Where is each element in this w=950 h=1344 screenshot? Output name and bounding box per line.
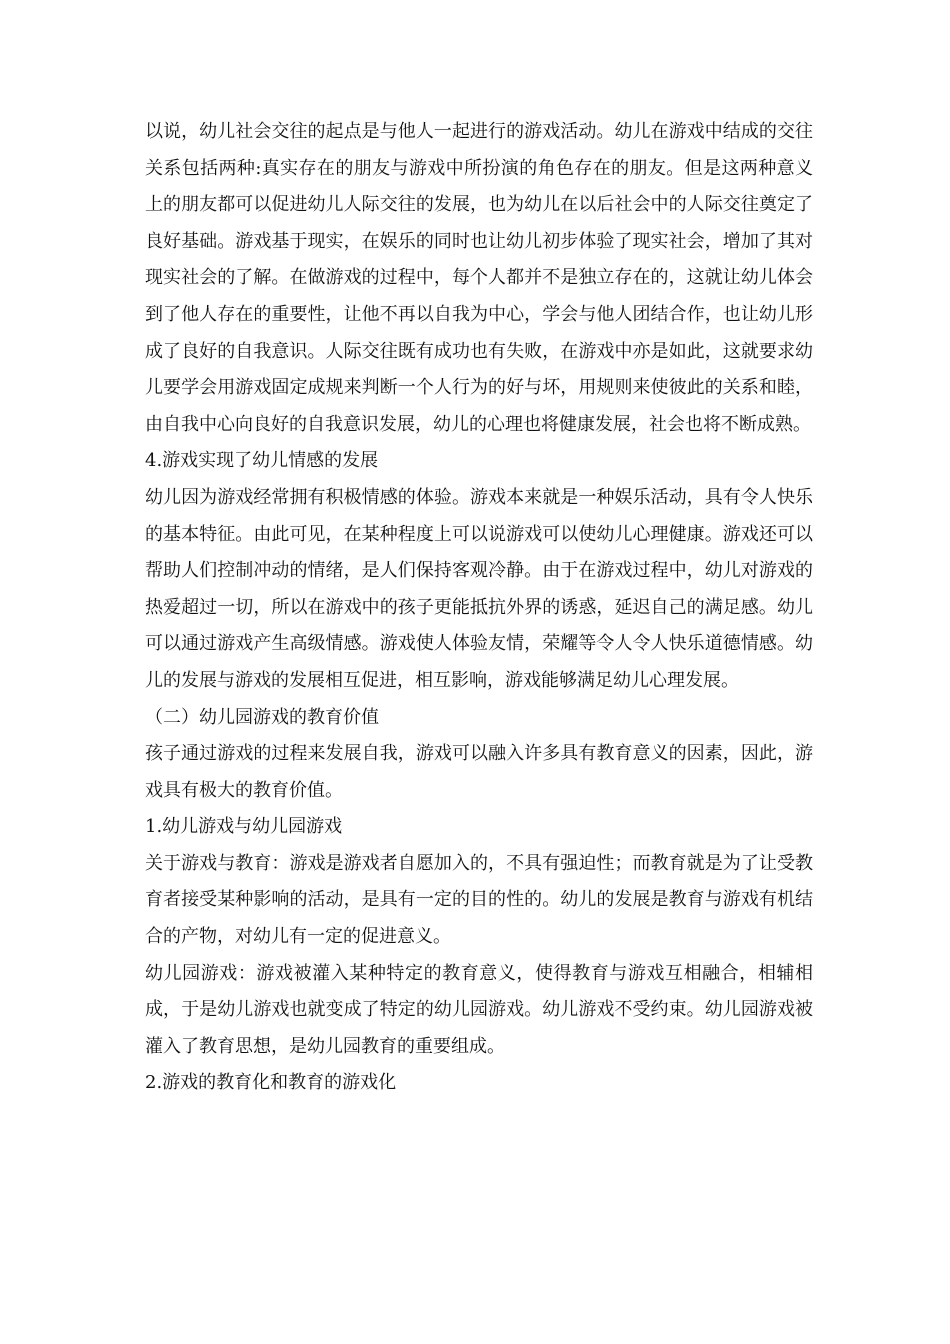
heading-educational-value: （二）幼儿园游戏的教育价值 (145, 706, 379, 728)
document-body (145, 114, 813, 1102)
paragraph-emotional-development: 幼儿因为游戏经常拥有积极情感的体验。游戏本来就是一种娱乐活动，具有令人快乐的基本特征。由此可见，在某种程度上可以说游戏可以使幼儿心理健康。游戏还可以帮助人们控制冲动的情绪，是人们保持客观冷静。由于在游戏过程中，幼儿对游戏的热爱超过一切，所以在游戏中的孩子更能抵抗外界的诱惑，延迟自己的满足感。幼儿可以通过游戏产生高级情感。游戏使人体验友情，荣耀等令人令人快乐道德情感。幼儿的发展与游戏的发展相互促进，相互影响，游戏能够满足幼儿心理发展。 (145, 486, 813, 691)
paragraph-play-and-education: 关于游戏与教育：游戏是游戏者自愿加入的，不具有强迫性；而教育就是为了让受教育者接受某种影响的活动，是具有一定的目的性的。幼儿的发展是教育与游戏有机结合的产物，对幼儿有一定的促进意义。 (145, 852, 813, 948)
heading-education-gamification: 2.游戏的教育化和教育的游戏化 (145, 1072, 397, 1094)
heading-child-play-vs-kindergarten-play: 1.幼儿游戏与幼儿园游戏 (145, 816, 343, 838)
paragraph-educational-value: 孩子通过游戏的过程来发展自我，游戏可以融入许多具有教育意义的因素，因此，游戏具有极大的教育价值。 (145, 743, 813, 801)
paragraph-social-interaction: 以说，幼儿社会交往的起点是与他人一起进行的游戏活动。幼儿在游戏中结成的交往关系包括两种:真实存在的朋友与游戏中所扮演的角色存在的朋友。但是这两种意义上的朋友都可以促进幼儿人际交往的发展，也为幼儿在以后社会中的人际交往奠定了良好基础。游戏基于现实，在娱乐的同时也让幼儿初步体验了现实社会，增加了其对现实社会的了解。在做游戏的过程中，每个人都并不是独立存在的，这就让幼儿体会到了他人存在的重要性，让他不再以自我为中心，学会与他人团结合作，也让幼儿形成了良好的自我意识。人际交往既有成功也有失败，在游戏中亦是如此，这就要求幼儿要学会用游戏固定成规来判断一个人行为的好与坏，用规则来使彼此的关系和睦，由自我中心向良好的自我意识发展，幼儿的心理也将健康发展，社会也将不断成熟。 (145, 121, 813, 435)
heading-emotional-development: 4.游戏实现了幼儿情感的发展 (145, 450, 379, 472)
paragraph-kindergarten-play: 幼儿园游戏：游戏被灌入某种特定的教育意义，使得教育与游戏互相融合，相辅相成，于是幼儿游戏也就变成了特定的幼儿园游戏。幼儿游戏不受约束。幼儿园游戏被灌入了教育思想，是幼儿园教育的重要组成。 (145, 962, 813, 1057)
